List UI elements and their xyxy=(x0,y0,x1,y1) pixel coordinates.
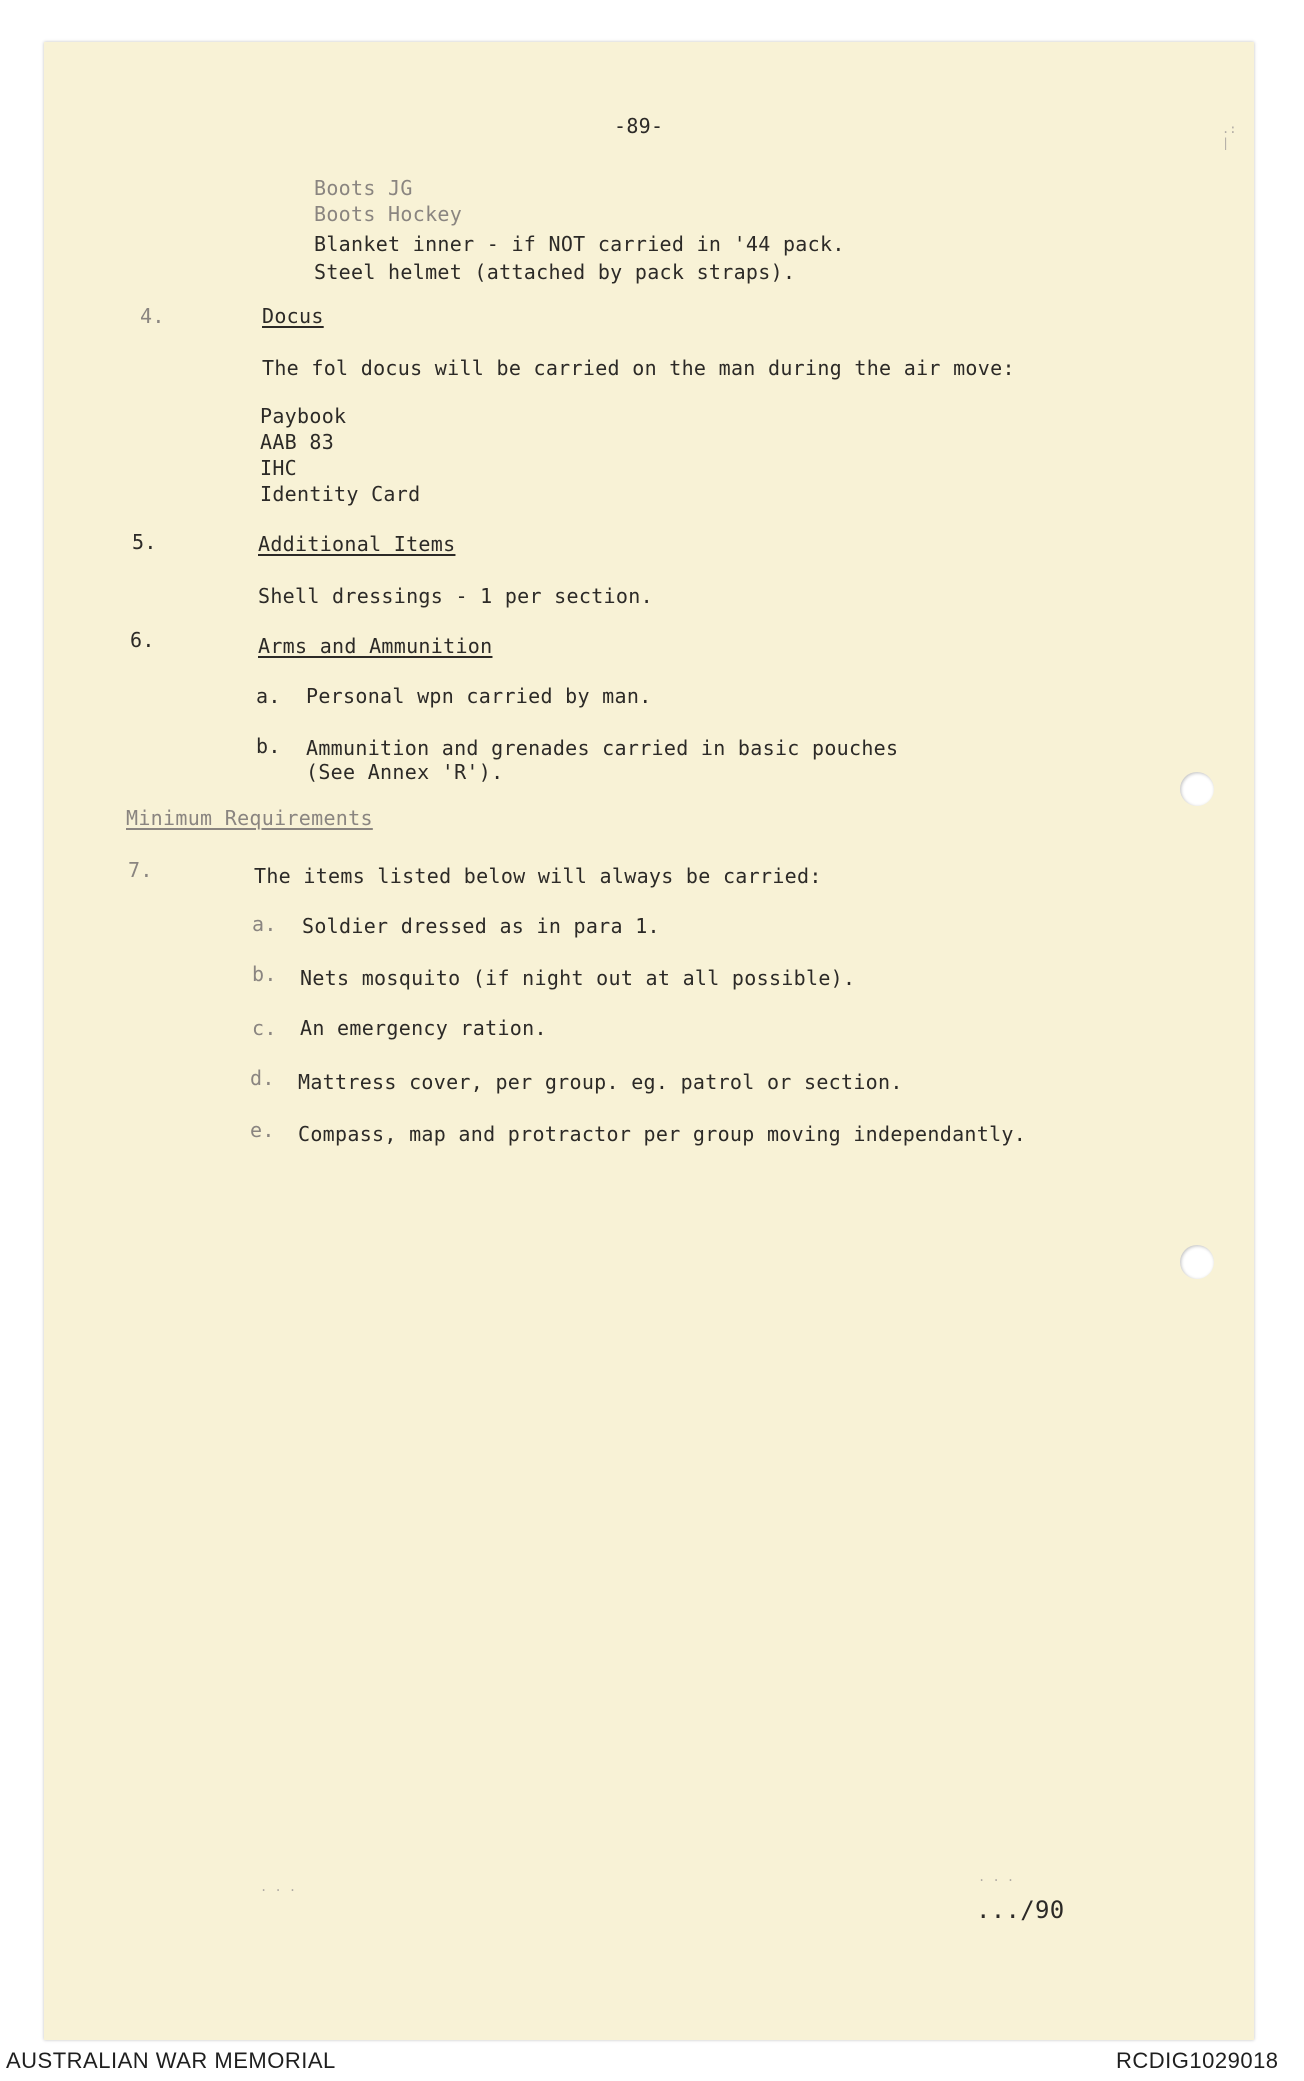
item-letter: c. xyxy=(252,1016,277,1040)
list-item: Paybook xyxy=(260,404,347,428)
item-letter: a. xyxy=(252,912,277,936)
paragraph-text: The items listed below will always be carried: xyxy=(254,864,822,888)
list-item: Steel helmet (attached by pack straps). xyxy=(314,260,796,284)
paragraph-number: 6. xyxy=(130,628,155,652)
paragraph-heading: Docus xyxy=(262,304,324,328)
item-letter: e. xyxy=(250,1118,275,1142)
archive-footer-right: RCDIG1029018 xyxy=(1116,2048,1279,2073)
list-item: Ammunition and grenades carried in basic pouches xyxy=(306,736,899,760)
item-letter: a. xyxy=(256,684,281,708)
item-letter: b. xyxy=(256,734,281,758)
margin-mark: . . . xyxy=(978,1870,1015,1884)
paragraph-number: 5. xyxy=(132,530,157,554)
punch-hole xyxy=(1180,1245,1214,1279)
list-item: Identity Card xyxy=(260,482,421,506)
list-item: Compass, map and protractor per group moving independantly. xyxy=(298,1122,1027,1146)
continuation-marker: .../90 xyxy=(976,1896,1065,1924)
archive-footer-left: AUSTRALIAN WAR MEMORIAL xyxy=(6,2048,336,2073)
item-letter: d. xyxy=(250,1066,275,1090)
margin-mark: .: | xyxy=(1222,122,1237,150)
list-item: IHC xyxy=(260,456,298,480)
list-item: Boots JG xyxy=(314,176,413,200)
margin-mark: . . . xyxy=(260,1880,297,1894)
list-item: (See Annex 'R'). xyxy=(306,760,504,784)
list-item: Mattress cover, per group. eg. patrol or section. xyxy=(298,1070,903,1094)
item-letter: b. xyxy=(252,962,277,986)
list-item: Boots Hockey xyxy=(314,202,463,226)
paragraph-text: The fol docus will be carried on the man during the air move: xyxy=(262,356,1015,380)
list-item: An emergency ration. xyxy=(300,1016,547,1040)
list-item: AAB 83 xyxy=(260,430,335,454)
paragraph-number: 4. xyxy=(140,304,165,328)
punch-hole xyxy=(1180,772,1214,806)
page-number: -89- xyxy=(614,114,664,138)
list-item: Personal wpn carried by man. xyxy=(306,684,652,708)
paragraph-text: Shell dressings - 1 per section. xyxy=(258,584,653,608)
document-page xyxy=(44,42,1254,2040)
list-item: Soldier dressed as in para 1. xyxy=(302,914,660,938)
list-item: Blanket inner - if NOT carried in '44 pack. xyxy=(314,232,845,256)
list-item: Nets mosquito (if night out at all possible). xyxy=(300,966,856,990)
paragraph-heading: Arms and Ammunition xyxy=(258,634,493,658)
paragraph-heading: Additional Items xyxy=(258,532,456,556)
paragraph-number: 7. xyxy=(128,858,153,882)
section-heading: Minimum Requirements xyxy=(126,806,373,830)
